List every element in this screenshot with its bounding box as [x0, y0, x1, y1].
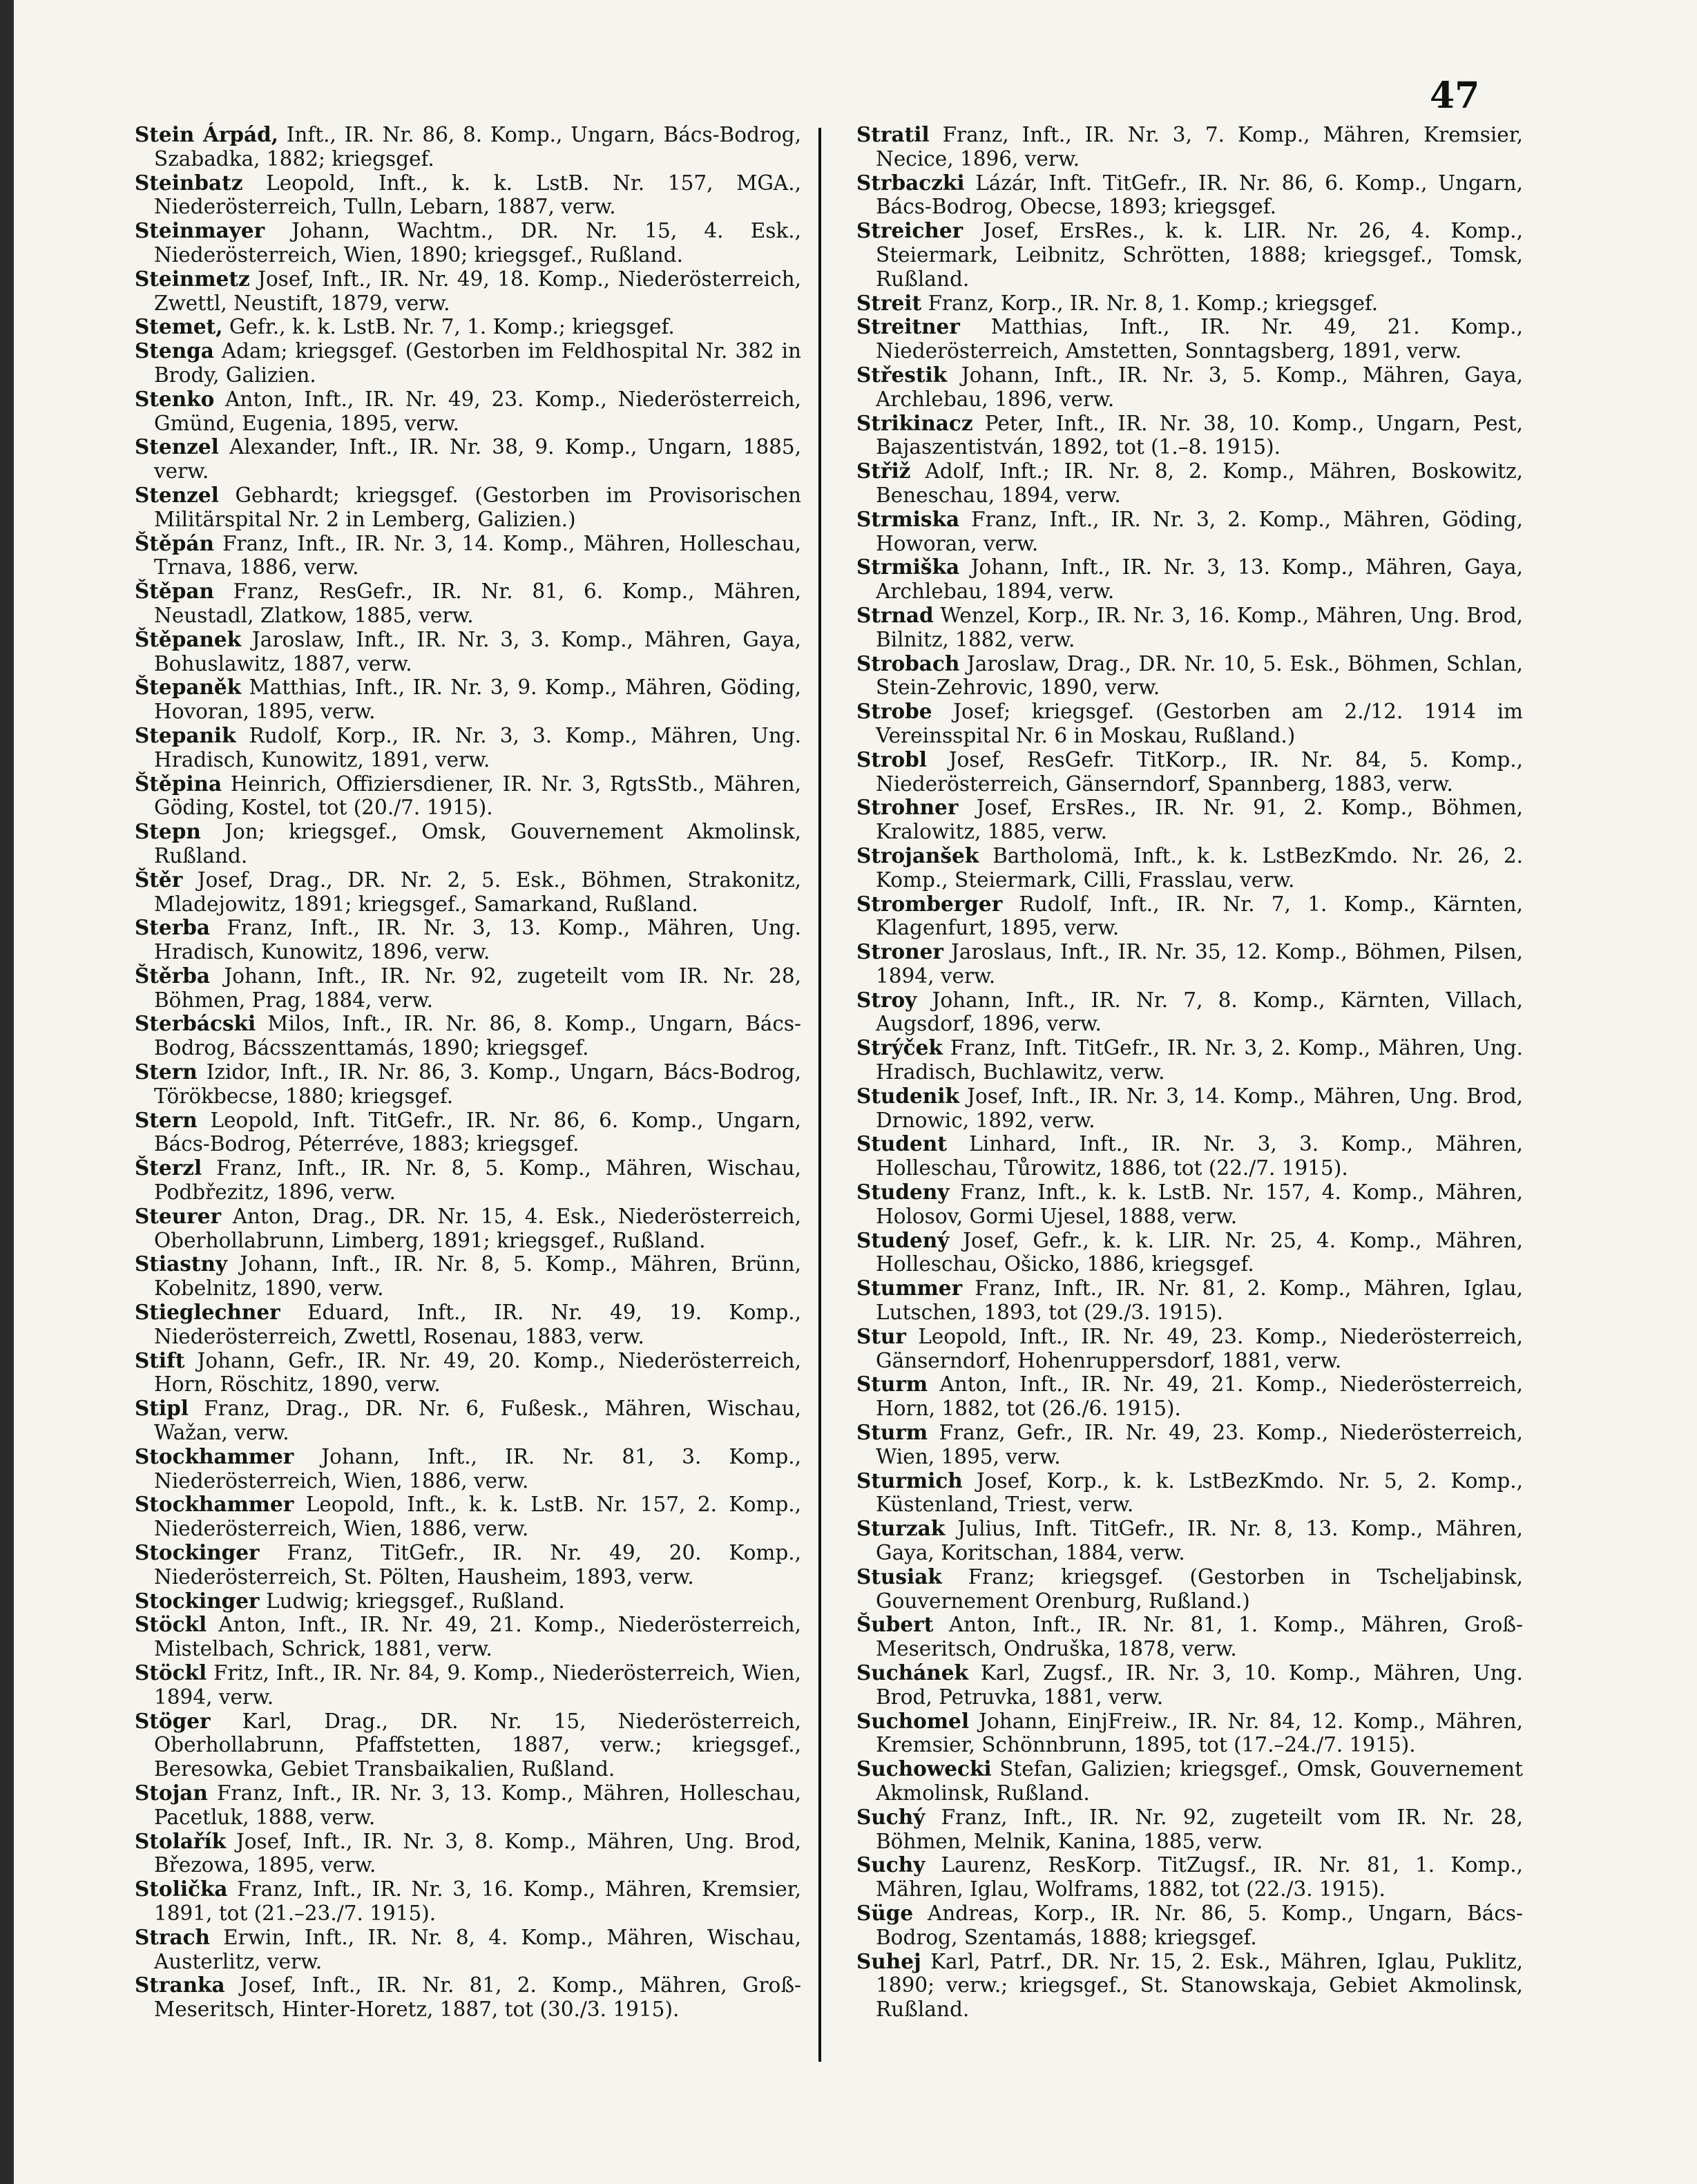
entry-surname: Strobach	[856, 651, 960, 676]
entry-surname: Sturm	[856, 1420, 928, 1445]
entry-details: Karl, Zugsf., IR. Nr. 3, 10. Komp., Mähren, Ung. Brod, Petruvka, 1881, verw.	[876, 1661, 1523, 1709]
list-entry	[135, 676, 801, 724]
list-entry	[135, 1445, 801, 1493]
entry-details: Johann, Inft., IR. Nr. 92, zugeteilt vom IR. Nr. 28, Böhmen, Prag, 1884, verw.	[154, 964, 801, 1012]
entry-details: Anton, Inft., IR. Nr. 49, 21. Komp., Niederösterreich, Horn, 1882, tot (26./6. 1915).	[876, 1372, 1523, 1421]
entry-surname: Streitner	[856, 314, 960, 339]
entry-details: Franz, Inft., IR. Nr. 92, zugeteilt vom IR. Nr. 28, Böhmen, Melnik, Kanina, 1885, verw.	[876, 1805, 1523, 1853]
list-entry	[856, 1325, 1523, 1373]
list-entry	[135, 916, 801, 964]
entry-surname: Stöger	[135, 1708, 211, 1733]
entry-details: Josef, Inft., IR. Nr. 3, 8. Komp., Mähren, Ung. Brod, Březowa, 1895, verw.	[154, 1829, 801, 1877]
entry-surname: Stipl	[135, 1396, 189, 1421]
entry-surname: Streit	[856, 290, 922, 315]
entry-surname: Stockinger	[135, 1540, 260, 1565]
list-entry	[856, 1469, 1523, 1517]
entry-details: Jaroslaus, Inft., IR. Nr. 35, 12. Komp., Böhmen, Pilsen, 1894, verw.	[876, 940, 1523, 988]
entry-details: Jon; kriegsgef., Omsk, Gouvernement Akmolinsk, Rußland.	[154, 820, 801, 868]
entry-details: Matthias, Inft., IR. Nr. 49, 21. Komp., Niederösterreich, Amstetten, Sonntagsberg, 1891, verw.	[876, 315, 1523, 363]
list-entry	[856, 652, 1523, 700]
entry-surname: Streicher	[856, 218, 963, 243]
entry-details: Laurenz, ResKorp. TitZugsf., IR. Nr. 81, 1. Komp., Mähren, Iglau, Wolframs, 1882, tot (22./3. 1915).	[876, 1853, 1523, 1902]
entry-details: Josef, Drag., DR. Nr. 2, 5. Esk., Böhmen, Strakonitz, Mladejowitz, 1891; kriegsgef., Samarkand, Rußland.	[154, 868, 801, 916]
entry-details: Linhard, Inft., IR. Nr. 3, 3. Komp., Mähren, Holleschau, Tůrowitz, 1886, tot (22./7. 1915).	[876, 1132, 1523, 1180]
entry-details: Erwin, Inft., IR. Nr. 8, 4. Komp., Mähren, Wischau, Austerlitz, verw.	[154, 1925, 801, 1973]
entry-details: Franz, Drag., DR. Nr. 6, Fußesk., Mähren, Wischau, Wažan, verw.	[154, 1397, 801, 1445]
page-number: 47	[1430, 75, 1480, 117]
entry-details: Karl, Patrf., DR. Nr. 15, 2. Esk., Mähren, Iglau, Puklitz, 1890; verw.; kriegsgef., St. Stanowskaja, Gebiet Akmolinsk, Rußland.	[876, 1949, 1523, 2022]
list-entry	[135, 219, 801, 267]
list-entry	[135, 1877, 801, 1926]
list-entry	[135, 387, 801, 436]
entry-details: Johann, Gefr., IR. Nr. 49, 20. Komp., Niederösterreich, Horn, Röschitz, 1890, verw.	[154, 1348, 801, 1397]
entry-details: Anton, Inft., IR. Nr. 49, 21. Komp., Niederösterreich, Mistelbach, Schrick, 1881, verw.	[154, 1613, 801, 1661]
entry-surname: Stift	[135, 1348, 185, 1372]
entry-details: Franz, Gefr., IR. Nr. 49, 23. Komp., Niederösterreich, Wien, 1895, verw.	[876, 1421, 1523, 1468]
entry-details: Lázár, Inft. TitGefr., IR. Nr. 86, 6. Komp., Ungarn, Bács-Bodrog, Obecse, 1893; kriegsgef.	[876, 171, 1523, 219]
list-entry	[135, 1301, 801, 1349]
entry-surname: Suchy	[856, 1852, 926, 1877]
entry-details: Stefan, Galizien; kriegsgef., Omsk, Gouvernement Akmolinsk, Rußland.	[876, 1757, 1523, 1805]
entry-surname: Střestik	[856, 362, 948, 387]
entry-surname: Suchomel	[856, 1708, 970, 1733]
entry-surname: Stöckl	[135, 1612, 207, 1637]
list-entry	[135, 1493, 801, 1541]
list-entry	[856, 412, 1523, 460]
list-entry	[135, 1613, 801, 1661]
list-entry	[856, 315, 1523, 363]
entry-details: Josef, Inft., IR. Nr. 81, 2. Komp., Mähren, Groß-Meseritsch, Hinter-Horetz, 1887, tot (30./3. 1915).	[154, 1973, 801, 2022]
list-entry	[135, 1709, 801, 1781]
entry-details: Johann, Inft., IR. Nr. 3, 5. Komp., Mähren, Gaya, Archlebau, 1896, verw.	[876, 363, 1523, 411]
list-entry	[135, 435, 801, 483]
entry-details: Matthias, Inft., IR. Nr. 3, 9. Komp., Mähren, Göding, Hovoran, 1895, verw.	[154, 676, 801, 724]
entry-details: Josef; kriegsgef. (Gestorben am 2./12. 1914 im Vereinsspital Nr. 6 in Moskau, Rußland.)	[876, 700, 1523, 747]
list-entry	[856, 1805, 1523, 1854]
list-entry	[856, 171, 1523, 220]
entry-surname: Šubert	[856, 1612, 934, 1637]
list-entry	[135, 1830, 801, 1878]
entry-surname: Suhej	[856, 1948, 921, 1973]
list-entry	[135, 1589, 801, 1613]
list-entry	[856, 844, 1523, 892]
entry-details: Jaroslaw, Inft., IR. Nr. 3, 3. Komp., Mähren, Gaya, Bohuslawitz, 1887, verw.	[154, 627, 801, 676]
entry-details: Anton, Inft., IR. Nr. 49, 23. Komp., Niederösterreich, Gmünd, Eugenia, 1895, verw.	[154, 387, 801, 435]
list-entry	[856, 940, 1523, 988]
entry-surname: Sterba	[135, 915, 210, 940]
entry-surname: Stern	[135, 1107, 198, 1132]
entry-surname: Stockhammer	[135, 1492, 294, 1517]
list-entry	[135, 339, 801, 387]
list-entry	[135, 579, 801, 628]
list-entry	[856, 1661, 1523, 1709]
entry-surname: Student	[856, 1131, 947, 1156]
left-column	[135, 123, 801, 2022]
list-entry	[856, 1276, 1523, 1325]
entry-surname: Stusiak	[856, 1564, 942, 1589]
entry-details: Franz, Inft. TitGefr., IR. Nr. 3, 2. Komp., Mähren, Ung. Hradisch, Buchlawitz, verw.	[876, 1036, 1523, 1084]
entry-surname: Suchánek	[856, 1660, 968, 1685]
entry-surname: Strojanšek	[856, 843, 979, 868]
list-entry	[135, 868, 801, 917]
list-entry	[135, 267, 801, 316]
entry-details: Franz, Inft., IR. Nr. 3, 13. Komp., Mähren, Ung. Hradisch, Kunowitz, 1896, verw.	[154, 916, 801, 964]
entry-details: Wenzel, Korp., IR. Nr. 3, 16. Komp., Mähren, Ung. Brod, Bilnitz, 1882, verw.	[876, 603, 1523, 651]
list-entry	[856, 796, 1523, 844]
list-entry	[856, 1084, 1523, 1133]
entry-details: Rudolf, Korp., IR. Nr. 3, 3. Komp., Mähren, Ung. Hradisch, Kunowitz, 1891, verw.	[154, 723, 801, 772]
list-entry	[135, 123, 801, 171]
list-entry	[135, 1541, 801, 1589]
entry-details: Anton, Drag., DR. Nr. 15, 4. Esk., Niederösterreich, Oberhollabrunn, Limberg, 1891; kriegsgef., Rußland.	[154, 1204, 801, 1252]
entry-details: Josef, ResGefr. TitKorp., IR. Nr. 84, 5. Komp., Niederösterreich, Gänserndorf, Spannberg, 1883, verw.	[876, 747, 1523, 796]
entry-details: Franz, Inft., IR. Nr. 81, 2. Komp., Mähren, Iglau, Lutschen, 1893, tot (29./3. 1915).	[876, 1276, 1523, 1325]
entry-surname: Stroy	[856, 987, 917, 1012]
entry-surname: Štěpan	[135, 579, 214, 604]
entry-surname: Steinbatz	[135, 170, 243, 195]
entry-surname: Stein Árpád,	[135, 122, 279, 146]
entry-details: Franz, Inft., IR. Nr. 8, 5. Komp., Mähren, Wischau, Podbřezitz, 1896, verw.	[154, 1156, 801, 1205]
list-entry	[135, 1109, 801, 1157]
list-entry	[856, 748, 1523, 796]
entry-surname: Štěpina	[135, 771, 222, 796]
entry-surname: Stojan	[135, 1780, 208, 1805]
entry-surname: Süge	[856, 1900, 914, 1925]
entry-surname: Stenzel	[135, 434, 219, 459]
list-entry	[856, 1613, 1523, 1661]
entry-surname: Strach	[135, 1924, 210, 1949]
entry-surname: Sturzak	[856, 1516, 946, 1541]
entry-details: Franz, Inft., IR. Nr. 3, 14. Komp., Mähren, Holleschau, Trnava, 1886, verw.	[154, 531, 801, 579]
list-entry	[856, 508, 1523, 556]
list-entry	[135, 532, 801, 580]
entry-surname: Steinmetz	[135, 266, 250, 291]
entry-details: Alexander, Inft., IR. Nr. 38, 9. Komp., Ungarn, 1885, verw.	[154, 435, 801, 483]
entry-details: Jaroslaw, Drag., DR. Nr. 10, 5. Esk., Böhmen, Schlan, Stein-Zehrovic, 1890, verw.	[876, 651, 1523, 700]
entry-surname: Stroner	[856, 939, 943, 964]
entry-details: Leopold, Inft., IR. Nr. 49, 23. Komp., Niederösterreich, Gänserndorf, Hohenruppersdorf, 1881, verw.	[876, 1324, 1523, 1372]
list-entry	[135, 1252, 801, 1301]
list-entry	[856, 892, 1523, 941]
entry-details: Franz, Inft., k. k. LstB. Nr. 157, 4. Komp., Mähren, Holosov, Gormi Ujesel, 1888, verw.	[876, 1180, 1523, 1228]
list-entry	[135, 171, 801, 220]
list-entry	[856, 1757, 1523, 1805]
entry-surname: Strohner	[856, 795, 959, 820]
list-entry	[135, 1781, 801, 1830]
entry-details: Franz, Korp., IR. Nr. 8, 1. Komp.; kriegsgef.	[921, 291, 1379, 315]
entry-details: Leopold, Inft., k. k. LstB. Nr. 157, MGA., Niederösterreich, Tulln, Lebarn, 1887, verw.	[154, 171, 801, 219]
list-entry	[856, 363, 1523, 412]
entry-surname: Studený	[856, 1227, 950, 1252]
list-entry	[856, 1709, 1523, 1758]
entry-details: Andreas, Korp., IR. Nr. 86, 5. Komp., Ungarn, Bács-Bodrog, Szentamás, 1888; kriegsgef.	[876, 1901, 1523, 1949]
entry-details: Izidor, Inft., IR. Nr. 86, 3. Komp., Ungarn, Bács-Bodrog, Törökbecse, 1880; kriegsgef.	[154, 1060, 801, 1108]
entry-details: Franz, Inft., IR. Nr. 3, 16. Komp., Mähren, Kremsier, 1891, tot (21.–23./7. 1915).	[154, 1877, 801, 1925]
entry-surname: Strobe	[856, 699, 932, 724]
entry-details: Peter, Inft., IR. Nr. 38, 10. Komp., Ungarn, Pest, Bajaszentistván, 1892, tot (1.–8. 1915).	[876, 411, 1523, 459]
entry-surname: Sturm	[856, 1372, 928, 1397]
entry-details: Johann, Wachtm., DR. Nr. 15, 4. Esk., Niederösterreich, Wien, 1890; kriegsgef., Rußland.	[154, 219, 801, 267]
list-entry	[856, 1517, 1523, 1565]
entry-surname: Stiastny	[135, 1252, 228, 1276]
entry-details: Johann, Inft., IR. Nr. 7, 8. Komp., Kärnten, Villach, Augsdorf, 1896, verw.	[876, 988, 1523, 1036]
entry-details: Josef, ErsRes., IR. Nr. 91, 2. Komp., Böhmen, Kralowitz, 1885, verw.	[876, 796, 1523, 844]
entry-surname: Strýček	[856, 1035, 943, 1060]
list-entry	[135, 772, 801, 821]
entry-surname: Stepn	[135, 819, 201, 844]
entry-details: Fritz, Inft., IR. Nr. 84, 9. Komp., Niederösterreich, Wien, 1894, verw.	[154, 1661, 801, 1709]
entry-surname: Strbaczki	[856, 170, 965, 195]
entry-details: Franz, TitGefr., IR. Nr. 49, 20. Komp., Niederösterreich, St. Pölten, Hausheim, 1893, verw.	[154, 1541, 801, 1589]
list-entry	[135, 820, 801, 868]
entry-surname: Stummer	[856, 1276, 963, 1301]
entry-surname: Střiž	[856, 459, 911, 483]
entry-surname: Strnad	[856, 602, 934, 627]
list-entry	[856, 291, 1523, 316]
entry-surname: Stolařík	[135, 1828, 227, 1853]
list-entry	[135, 628, 801, 676]
list-entry	[856, 604, 1523, 652]
list-entry	[856, 1180, 1523, 1229]
list-entry	[135, 1012, 801, 1060]
entry-details: Adam; kriegsgef. (Gestorben im Feldhospital Nr. 382 in Brody, Galizien.	[154, 339, 801, 387]
entry-surname: Stockhammer	[135, 1444, 294, 1468]
entry-details: Bartholomä, Inft., k. k. LstBezKmdo. Nr. 26, 2. Komp., Steiermark, Cilli, Frasslau, verw.	[876, 843, 1523, 892]
entry-details: Franz, Inft., IR. Nr. 3, 7. Komp., Mähren, Kremsier, Necice, 1896, verw.	[876, 123, 1523, 171]
list-entry	[135, 1156, 801, 1205]
entry-surname: Studeny	[856, 1180, 950, 1205]
entry-details: Johann, EinjFreiw., IR. Nr. 84, 12. Komp., Mähren, Kremsier, Schönnbrunn, 1895, tot (17.–24./7. 1915).	[876, 1709, 1523, 1757]
list-entry	[856, 1036, 1523, 1084]
list-entry	[856, 988, 1523, 1037]
entry-details: Johann, Inft., IR. Nr. 8, 5. Komp., Mähren, Brünn, Kobelnitz, 1890, verw.	[154, 1252, 801, 1301]
entry-surname: Stur	[856, 1323, 906, 1348]
list-entry	[856, 1565, 1523, 1613]
list-entry	[856, 219, 1523, 291]
entry-surname: Šterzl	[135, 1156, 202, 1180]
entry-surname: Stenko	[135, 386, 215, 411]
entry-surname: Stolička	[135, 1877, 228, 1902]
entry-surname: Suchý	[856, 1804, 926, 1829]
list-entry	[856, 555, 1523, 604]
entry-details: Franz, ResGefr., IR. Nr. 81, 6. Komp., Mähren, Neustadl, Zlatkow, 1885, verw.	[154, 579, 801, 627]
entry-details: Josef, Korp., k. k. LstBezKmdo. Nr. 5, 2. Komp., Küstenland, Triest, verw.	[876, 1468, 1523, 1517]
list-entry	[856, 459, 1523, 508]
list-entry	[135, 1205, 801, 1253]
entry-surname: Stepanik	[135, 722, 236, 747]
list-entry	[856, 1372, 1523, 1421]
entry-details: Gefr., k. k. LstB. Nr. 7, 1. Komp.; kriegsgef.	[222, 315, 675, 339]
entry-surname: Suchowecki	[856, 1756, 992, 1781]
entry-surname: Štěrba	[135, 963, 210, 988]
entry-surname: Stromberger	[856, 891, 1003, 916]
entry-details: Gebhardt; kriegsgef. (Gestorben im Provisorischen Militärspital Nr. 2 in Lemberg, Galizien.)	[154, 483, 801, 531]
list-entry	[135, 483, 801, 532]
list-entry	[856, 1229, 1523, 1277]
list-entry	[856, 1853, 1523, 1902]
entry-details: Ludwig; kriegsgef., Rußland.	[259, 1589, 565, 1613]
entry-surname: Stieglechner	[135, 1300, 280, 1325]
document-page	[14, 0, 1697, 2184]
entry-details: Franz; kriegsgef. (Gestorben in Tscheljabinsk, Gouvernement Orenburg, Rußland.)	[876, 1564, 1523, 1613]
entry-details: Eduard, Inft., IR. Nr. 49, 19. Komp., Niederösterreich, Zwettl, Rosenau, 1883, verw.	[154, 1301, 801, 1348]
entry-details: Leopold, Inft., k. k. LstB. Nr. 157, 2. Komp., Niederösterreich, Wien, 1886, verw.	[154, 1493, 801, 1541]
entry-surname: Stranka	[135, 1973, 225, 1998]
entry-surname: Strobl	[856, 747, 927, 772]
entry-surname: Stockinger	[135, 1588, 260, 1613]
entry-surname: Stenzel	[135, 482, 219, 507]
column-divider	[818, 128, 821, 2062]
entry-details: Franz, Inft., IR. Nr. 3, 2. Komp., Mähren, Göding, Howoran, verw.	[876, 507, 1523, 555]
list-entry	[135, 1397, 801, 1445]
entry-details: Rudolf, Inft., IR. Nr. 7, 1. Komp., Kärnten, Klagenfurt, 1895, verw.	[876, 892, 1523, 940]
entry-surname: Stenga	[135, 338, 214, 363]
entry-surname: Studenik	[856, 1083, 959, 1108]
list-entry	[856, 123, 1523, 171]
list-entry	[856, 700, 1523, 748]
entry-details: Milos, Inft., IR. Nr. 86, 8. Komp., Ungarn, Bács-Bodrog, Bácsszenttamás, 1890; kriegsgef.	[154, 1012, 801, 1060]
entry-surname: Štěpanek	[135, 626, 242, 651]
entry-surname: Stemet,	[135, 314, 223, 339]
entry-surname: Strmiska	[856, 506, 960, 531]
list-entry	[135, 1661, 801, 1709]
entry-surname: Steurer	[135, 1203, 222, 1228]
entry-surname: Štěpán	[135, 530, 214, 555]
list-entry	[135, 1349, 801, 1397]
list-entry	[856, 1132, 1523, 1180]
entry-details: Johann, Inft., IR. Nr. 81, 3. Komp., Niederösterreich, Wien, 1886, verw.	[154, 1444, 801, 1493]
list-entry	[135, 315, 801, 339]
entry-details: Karl, Drag., DR. Nr. 15, Niederösterreich, Oberhollabrunn, Pfaffstetten, 1887, verw.; kriegsgef., Beresowka, Gebiet Transbaikalien, Rußland.	[154, 1709, 801, 1781]
entry-details: Johann, Inft., IR. Nr. 3, 13. Komp., Mähren, Gaya, Archlebau, 1894, verw.	[876, 555, 1523, 604]
list-entry	[856, 1950, 1523, 2022]
list-entry	[135, 1973, 801, 2022]
entry-surname: Stern	[135, 1060, 198, 1084]
right-column	[856, 123, 1523, 2022]
entry-surname: Strikinacz	[856, 410, 973, 435]
entry-surname: Sturmich	[856, 1468, 963, 1493]
entry-details: Josef, Inft., IR. Nr. 3, 14. Komp., Mähren, Ung. Brod, Drnowic, 1892, verw.	[876, 1084, 1523, 1132]
entry-surname: Stratil	[856, 122, 930, 146]
entry-details: Leopold, Inft. TitGefr., IR. Nr. 86, 6. Komp., Ungarn, Bács-Bodrog, Péterréve, 1883; kriegsgef.	[154, 1108, 801, 1156]
entry-details: Josef, Inft., IR. Nr. 49, 18. Komp., Niederösterreich, Zwettl, Neustift, 1879, verw.	[154, 267, 801, 315]
entry-details: Franz, Inft., IR. Nr. 3, 13. Komp., Mähren, Holleschau, Pacetluk, 1888, verw.	[154, 1781, 801, 1829]
entry-details: Heinrich, Offiziersdiener, IR. Nr. 3, RgtsStb., Mähren, Göding, Kostel, tot (20./7. 1915).	[154, 772, 801, 820]
entry-details: Adolf, Inft.; IR. Nr. 8, 2. Komp., Mähren, Boskowitz, Beneschau, 1894, verw.	[876, 459, 1523, 507]
entry-surname: Stöckl	[135, 1660, 207, 1685]
list-entry	[135, 1060, 801, 1109]
entry-surname: Steinmayer	[135, 218, 265, 243]
entry-surname: Strmiška	[856, 555, 960, 579]
entry-details: Anton, Inft., IR. Nr. 81, 1. Komp., Mähren, Groß-Meseritsch, Ondruška, 1878, verw.	[876, 1613, 1523, 1661]
entry-details: Inft., IR. Nr. 86, 8. Komp., Ungarn, Bács-Bodrog, Szabadka, 1882; kriegsgef.	[154, 123, 801, 171]
entry-surname: Sterbácski	[135, 1011, 256, 1036]
entry-surname: Štepaněk	[135, 675, 242, 700]
entry-surname: Štěr	[135, 867, 183, 892]
entry-details: Josef, Gefr., k. k. LIR. Nr. 25, 4. Komp., Mähren, Holleschau, Ošicko, 1886, kriegsgef.	[876, 1228, 1523, 1276]
entry-details: Josef, ErsRes., k. k. LIR. Nr. 26, 4. Komp., Steiermark, Leibnitz, Schrötten, 1888; kriegsgef., Tomsk, Rußland.	[876, 219, 1523, 291]
entry-details: Julius, Inft. TitGefr., IR. Nr. 8, 13. Komp., Mähren, Gaya, Koritschan, 1884, verw.	[876, 1517, 1523, 1565]
list-entry	[135, 724, 801, 772]
list-entry	[135, 964, 801, 1013]
list-entry	[856, 1902, 1523, 1950]
list-entry	[135, 1926, 801, 1974]
list-entry	[856, 1421, 1523, 1469]
